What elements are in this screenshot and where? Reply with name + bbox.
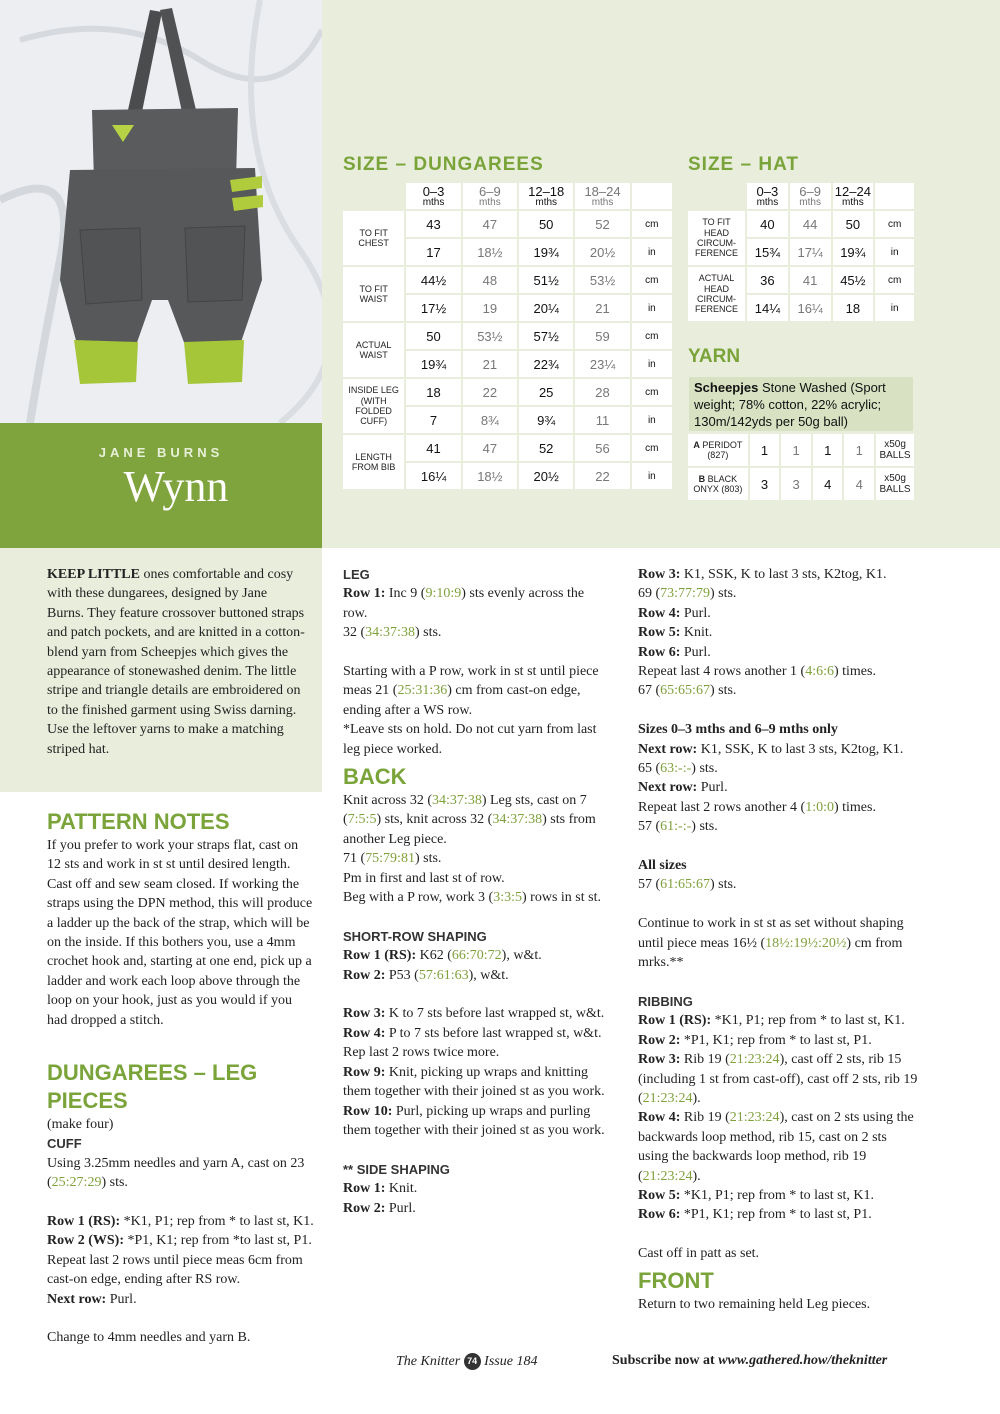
short-row-4: Row 4: P to 7 sts before last wrapped st, w&t.: [343, 1025, 602, 1041]
header-blank: [343, 183, 404, 209]
column-2: [343, 565, 605, 1218]
short-row-10: Row 10: Purl, picking up wraps and purling them together with their joined st as you work.: [343, 1103, 605, 1138]
yarn-quantity: 4: [844, 468, 874, 500]
page-number: 74: [464, 1353, 481, 1370]
intro-body: ones comfortable and cosy with these dungarees, designed by Jane Burns. They feature crossover buttoned straps and patch pockets, and are knitted in a cotton-blend yarn from Scheepjes which gives the appearance of stonewashed denim. The little stripe and triangle details are embroidered on to the finished garment using Swiss darning. Use the leftover yarns to make a matching striped hat.: [47, 567, 305, 757]
sizes-small-next-row: Next row: K1, SSK, K to last 3 sts, K2tog, K1.: [638, 741, 904, 757]
cm-unit: cm: [632, 323, 672, 349]
in-value: 9¾: [519, 407, 573, 433]
header-unit-blank: [875, 183, 914, 209]
magazine-name: The Knitter: [396, 1354, 461, 1369]
dungarees-illustration: [0, 0, 322, 423]
cm-row: [343, 323, 672, 349]
yarn-table: [686, 432, 916, 502]
short-row-2: Row 2: P53 (57:61:63), w&t.: [343, 967, 509, 983]
sizes-small-sts: 65 (63:-:-) sts.: [638, 761, 718, 777]
measurement-label: LENGTH FROM BIB: [343, 435, 404, 489]
in-value: 19¾: [519, 239, 573, 265]
cm-row: [343, 379, 672, 405]
rib-row-2: Row 2: *P1, K1; rep from * to last st, P1.: [638, 1032, 872, 1048]
yarn-brand: Scheepjes: [694, 380, 759, 395]
front-text: Return to two remaining held Leg pieces.: [638, 1296, 871, 1312]
in-value: 16¼: [790, 295, 831, 321]
column-3: [638, 565, 918, 1314]
cm-value: 50: [519, 211, 573, 237]
in-value: 17¼: [790, 239, 831, 265]
size-hat-table: [686, 181, 916, 323]
header-row: [688, 183, 914, 209]
in-value: 23¼: [575, 351, 629, 377]
cm-unit: cm: [632, 267, 672, 293]
pattern-notes-heading: PATTERN NOTES: [47, 809, 230, 834]
yarn-heading: YARN: [688, 346, 741, 367]
cm-row: [343, 211, 672, 237]
cuff-repeat: Repeat last 2 rows until piece meas 6cm from cast-on edge, ending after RS row.: [47, 1252, 303, 1288]
measurement-label: INSIDE LEG (WITH FOLDED CUFF): [343, 379, 404, 433]
ribbing-heading: RIBBING: [638, 993, 693, 1009]
cm-value: 47: [463, 211, 517, 237]
leg-stitch-count: 32 (34:37:38) sts.: [343, 625, 442, 641]
yarn-quantity: 1: [750, 434, 780, 466]
measurement-label: TO FIT HEAD CIRCUM- FERENCE: [688, 211, 745, 265]
in-unit: in: [632, 239, 672, 265]
in-unit: in: [875, 295, 914, 321]
cm-value: 28: [575, 379, 629, 405]
cm-value: 43: [406, 211, 460, 237]
in-value: 17½: [406, 295, 460, 321]
yarn-details: Stone Washed (Sport weight; 78% cotton, 22% acrylic; 130m/142yds per 50g ball): [694, 380, 886, 429]
all-sizes-heading: All sizes: [638, 858, 687, 874]
in-unit: in: [632, 351, 672, 377]
short-row-1: Row 1 (RS): K62 (66:70:72), w&t.: [343, 948, 542, 964]
leg-pieces-heading: DUNGAREES – LEG PIECES: [47, 1060, 258, 1113]
cuff-change-needles: Change to 4mm needles and yarn B.: [47, 1330, 251, 1346]
cm-row: [688, 267, 914, 293]
yarn-unit: x50g BALLS: [876, 434, 914, 466]
cm-row: [343, 267, 672, 293]
in-value: 20½: [519, 463, 573, 489]
yarn-quantity: 4: [813, 468, 843, 500]
in-value: 21: [463, 351, 517, 377]
cm-value: 22: [463, 379, 517, 405]
short-row-heading: SHORT-ROW SHAPING: [343, 928, 487, 944]
cm-value: 52: [519, 435, 573, 461]
size-column-header: 6–9 mths: [463, 183, 517, 209]
in-value: 16¼: [406, 463, 460, 489]
sizes-small-purl: Next row: Purl.: [638, 780, 728, 796]
cm-value: 40: [747, 211, 788, 237]
cuff-row-1: Row 1 (RS): *K1, P1; rep from * to last st, K1.: [47, 1214, 314, 1230]
size-column-header: 0–3 mths: [747, 183, 788, 209]
cm-value: 53½: [575, 267, 629, 293]
yarn-unit: x50g BALLS: [876, 468, 914, 500]
in-value: 21: [575, 295, 629, 321]
cast-off: Cast off in patt as set.: [638, 1246, 760, 1262]
measurement-label: ACTUAL HEAD CIRCUM- FERENCE: [688, 267, 745, 321]
rib-row-4: Row 4: Rib 19 (21:23:24), cast on 2 sts using the backwards loop method, rib 15, cast on 2 sts using the backwards loop method, rib 19 (21:23:24).: [638, 1110, 914, 1184]
size-column-header: 12–18 mths: [519, 183, 573, 209]
in-unit: in: [632, 407, 672, 433]
measurement-label: ACTUAL WAIST: [343, 323, 404, 377]
cm-value: 50: [406, 323, 460, 349]
yarn-quantity: 3: [781, 468, 811, 500]
leg-leave-sts: *Leave sts on hold. Do not cut yarn from last leg piece worked.: [343, 722, 597, 757]
sizes-small-final: 57 (61:-:-) sts.: [638, 819, 718, 835]
cm-value: 44½: [406, 267, 460, 293]
in-value: 20¼: [519, 295, 573, 321]
back-stitch-count: 71 (75:79:81) sts.: [343, 851, 442, 867]
rib-row-3: Row 3: Rib 19 (21:23:24), cast off 2 sts, rib 15 (including 1 st from cast-off), cast off 2 sts, rib 19 (21:23:24).: [638, 1052, 918, 1106]
in-unit: in: [632, 463, 672, 489]
cm-unit: cm: [875, 211, 914, 237]
col3-row-3-sts: 69 (73:77:79) sts.: [638, 586, 737, 602]
side-row-1: Row 1: Knit.: [343, 1181, 418, 1197]
rib-row-1: Row 1 (RS): *K1, P1; rep from * to last st, K1.: [638, 1013, 905, 1029]
col3-sts: 67 (65:65:67) sts.: [638, 683, 737, 699]
cm-value: 57½: [519, 323, 573, 349]
continue-st-st: Continue to work in st st as set without shaping until piece meas 16½ (18½:19½:20½) cm from mrks.**: [638, 916, 904, 971]
size-column-header: 6–9 mths: [790, 183, 831, 209]
header-unit-blank: [632, 183, 672, 209]
size-column-header: 18–24 mths: [575, 183, 629, 209]
in-value: 18½: [463, 239, 517, 265]
cm-value: 53½: [463, 323, 517, 349]
col3-row-6: Row 6: Purl.: [638, 644, 711, 660]
yarn-colour: A PERIDOT (827): [688, 434, 748, 466]
in-value: 19: [463, 295, 517, 321]
in-value: 14¼: [747, 295, 788, 321]
leg-heading: LEG: [343, 567, 370, 582]
in-value: 8¾: [463, 407, 517, 433]
cuff-row-2: Row 2 (WS): *P1, K1; rep from *to last st, P1.: [47, 1233, 312, 1249]
yarn-row: [688, 468, 914, 500]
pattern-notes-section: [47, 808, 315, 1030]
cm-value: 44: [790, 211, 831, 237]
yarn-row: [688, 434, 914, 466]
in-value: 19¾: [406, 351, 460, 377]
size-column-header: 0–3 mths: [406, 183, 460, 209]
in-value: 7: [406, 407, 460, 433]
cm-unit: cm: [632, 379, 672, 405]
in-value: 20½: [575, 239, 629, 265]
col3-repeat: Repeat last 4 rows another 1 (4:6:6) times.: [638, 664, 876, 680]
rib-row-5: Row 5: *K1, P1; rep from * to last st, K1.: [638, 1187, 875, 1203]
pattern-name: Wynn: [123, 462, 229, 511]
back-place-marker: Pm in first and last st of row.: [343, 870, 505, 886]
short-row-9: Row 9: Knit, picking up wraps and knitting them together with their joined st as you work.: [343, 1064, 605, 1100]
cm-value: 45½: [833, 267, 874, 293]
cm-row: [343, 435, 672, 461]
leg-row-1: Row 1: Inc 9 (9:10:9) sts evenly across the row.: [343, 586, 585, 621]
cm-value: 41: [406, 435, 460, 461]
designer-name: JANE BURNS: [98, 445, 224, 460]
cm-row: [688, 211, 914, 237]
pattern-notes-text: If you prefer to work your straps flat, cast on 12 sts and work in st st until desired length. Cast off and sew seam closed. If working the straps using the DPN method, this will produce a ladder up the back of the strap, which will be on the inside. If this bothers you, use a 4mm crochet hook and, starting at one end, pick up a ladder and work each loop above through the loop on your hook, just as you would if you had dropped a stitch.: [47, 838, 313, 1028]
front-heading: FRONT: [638, 1267, 714, 1293]
intro-lead: KEEP LITTLE: [47, 567, 140, 582]
cm-value: 47: [463, 435, 517, 461]
in-value: 22¾: [519, 351, 573, 377]
in-unit: in: [632, 295, 672, 321]
subscribe-url[interactable]: www.gathered.how/theknitter: [718, 1353, 888, 1368]
cm-value: 59: [575, 323, 629, 349]
all-sizes-sts: 57 (61:65:67) sts.: [638, 877, 737, 893]
sizes-small-heading: Sizes 0–3 mths and 6–9 mths only: [638, 722, 838, 738]
side-row-2: Row 2: Purl.: [343, 1200, 416, 1216]
yarn-quantity: 3: [750, 468, 780, 500]
cm-value: 48: [463, 267, 517, 293]
in-value: 22: [575, 463, 629, 489]
yarn-quantity: 1: [813, 434, 843, 466]
header-row: [343, 183, 672, 209]
cm-value: 36: [747, 267, 788, 293]
cuff-heading: CUFF: [47, 1136, 82, 1152]
footer-right: [612, 1353, 887, 1369]
in-value: 18: [833, 295, 874, 321]
short-row-repeat: Rep last 2 rows twice more.: [343, 1045, 500, 1061]
footer-left: [396, 1353, 537, 1370]
measurement-label: TO FIT CHEST: [343, 211, 404, 265]
sizes-small-repeat: Repeat last 2 rows another 4 (1:0:0) times.: [638, 799, 876, 815]
col3-row-5: Row 5: Knit.: [638, 625, 713, 641]
cm-value: 56: [575, 435, 629, 461]
rib-row-6: Row 6: *P1, K1; rep from * to last st, P1.: [638, 1207, 872, 1223]
leg-pieces-section: [47, 1059, 325, 1348]
in-unit: in: [875, 239, 914, 265]
back-knit-across: Knit across 32 (34:37:38) Leg sts, cast on 7 (7:5:5) sts, knit across 32 (34:37:38) sts from another Leg piece.: [343, 793, 596, 847]
size-column-header: 12–24 mths: [833, 183, 874, 209]
title-block: [0, 423, 322, 548]
yarn-colour: B BLACK ONYX (803): [688, 468, 748, 500]
cm-unit: cm: [632, 211, 672, 237]
dungarees-photo: [0, 0, 322, 423]
cm-unit: cm: [875, 267, 914, 293]
cm-unit: cm: [632, 435, 672, 461]
cm-value: 51½: [519, 267, 573, 293]
size-hat-heading: SIZE – HAT: [688, 154, 799, 175]
in-value: 19¾: [833, 239, 874, 265]
in-value: 15¾: [747, 239, 788, 265]
in-value: 17: [406, 239, 460, 265]
size-dungarees-heading: SIZE – DUNGAREES: [343, 154, 544, 175]
col3-row-4: Row 4: Purl.: [638, 605, 711, 621]
cm-value: 50: [833, 211, 874, 237]
cm-value: 25: [519, 379, 573, 405]
col3-row-3: Row 3: K1, SSK, K to last 3 sts, K2tog, K1.: [638, 567, 887, 582]
cuff-instructions: Using 3.25mm needles and yarn A, cast on 23 (25:27:29) sts.: [47, 1155, 305, 1191]
issue-number: Issue 184: [484, 1354, 538, 1369]
yarn-quantity: 1: [844, 434, 874, 466]
short-row-3: Row 3: K to 7 sts before last wrapped st, w&t.: [343, 1006, 605, 1022]
cm-value: 52: [575, 211, 629, 237]
side-shaping-heading: ** SIDE SHAPING: [343, 1161, 450, 1177]
cm-value: 41: [790, 267, 831, 293]
in-value: 11: [575, 407, 629, 433]
cuff-next-row: Next row: Purl.: [47, 1291, 137, 1307]
intro-text: [47, 565, 305, 759]
subscribe-text: Subscribe now at: [612, 1353, 719, 1368]
measurement-label: TO FIT WAIST: [343, 267, 404, 321]
leg-st-st: Starting with a P row, work in st st until piece meas 21 (25:31:36) cm from cast-on edge, ending after a WS row.: [343, 664, 599, 718]
size-dungarees-table: [341, 181, 674, 491]
cm-value: 18: [406, 379, 460, 405]
back-beg-p-row: Beg with a P row, work 3 (3:3:5) rows in st st.: [343, 890, 601, 906]
yarn-quantity: 1: [781, 434, 811, 466]
in-value: 18½: [463, 463, 517, 489]
yarn-description: [689, 377, 913, 431]
back-heading: BACK: [343, 764, 407, 790]
make-four: (make four): [47, 1117, 114, 1132]
header-blank: [688, 183, 745, 209]
